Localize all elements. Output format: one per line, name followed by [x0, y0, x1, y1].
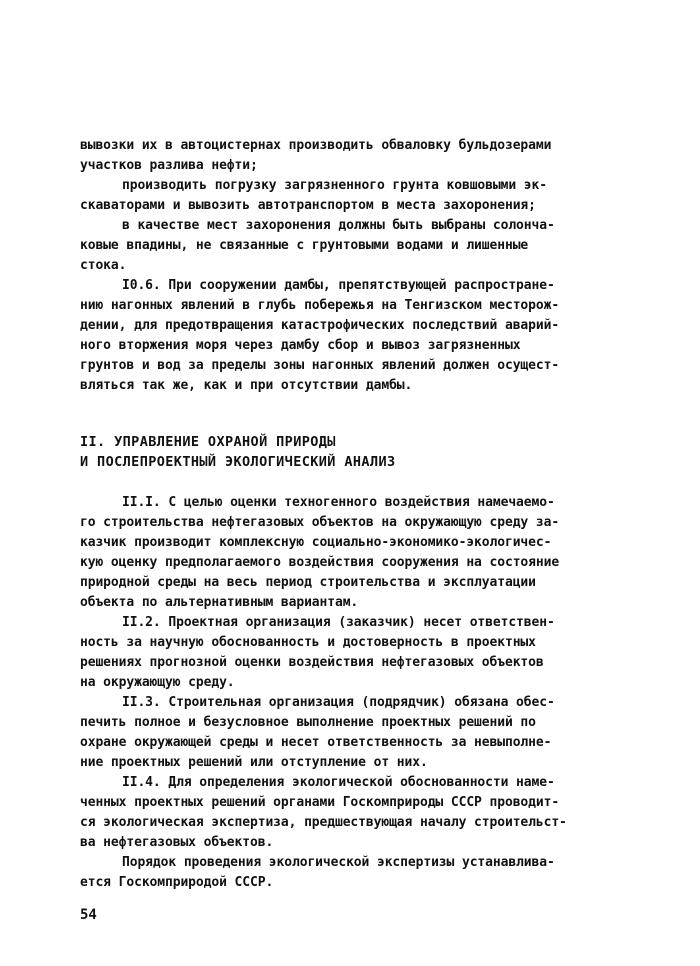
text-line: II.I. С целью оценки техногенного воздействия намечаемо- — [122, 495, 555, 510]
text-line: участков разлива нефти; — [80, 158, 258, 173]
text-line: в качестве мест захоронения должны быть выбраны солонча- — [122, 218, 555, 233]
text-line: решениях прогнозной оценки воздействия нефтегазовых объектов — [80, 655, 544, 670]
text-line: Порядок проведения экологической экспертизы устанавлива- — [122, 855, 555, 870]
text-line: кую оценку предполагаемого воздействия сооружения на состояние — [80, 555, 560, 570]
text-line: ние проектных решений или отступление от них. — [80, 755, 428, 770]
text-line: го строительства нефтегазовых объектов на окружающую среду за- — [80, 515, 560, 530]
text-line: ва нефтегазовых объектов. — [80, 835, 274, 850]
text-line: II.4. Для определения экологической обоснованности наме- — [122, 775, 555, 790]
text-line: I0.6. При сооружении дамбы, препятствующей распростране- — [122, 278, 555, 293]
text-line: II.3. Строительная организация (подрядчик) обязана обес- — [122, 695, 555, 710]
text-line: производить погрузку загрязненного грунта ковшовыми эк- — [122, 178, 547, 193]
text-line: ченных проектных решений органами Госкомприроды СССР проводит- — [80, 795, 560, 810]
text-line: природной среды на весь период строительства и эксплуатации — [80, 575, 536, 590]
text-line: ется Госкомприродой СССР. — [80, 875, 274, 890]
text-line: ность за научную обоснованность и достоверность в проектных — [80, 635, 536, 650]
text-line: казчик производит комплексную социально-экономико-экологичес- — [80, 535, 552, 550]
text-line: вляться так же, как и при отсутствии дамбы. — [80, 378, 413, 393]
text-line: охране окружающей среды и несет ответственность за невыполне- — [80, 735, 552, 750]
text-line: ного вторжения моря через дамбу сбор и вывоз загрязненных — [80, 338, 521, 353]
text-line: вывозки их в автоцистернах производить обваловку бульдозерами — [80, 138, 552, 153]
paragraphs-section-10 — [80, 136, 620, 396]
page-number: 54 — [80, 907, 97, 923]
text-line: И ПОСЛЕПРОЕКТНЫЙ ЭКОЛОГИЧЕСКИЙ АНАЛИЗ — [80, 454, 396, 470]
text-line: нию нагонных явлений в глубь побережья на Тенгизском месторож- — [80, 298, 560, 313]
text-line: стока. — [80, 258, 127, 273]
text-line: дении, для предотвращения катастрофических последствий аварий- — [80, 318, 560, 333]
text-line: скаваторами и вывозить автотранспортом в места захоронения; — [80, 198, 536, 213]
text-line: грунтов и вод за пределы зоны нагонных явлений должен осущест- — [80, 358, 560, 373]
text-line: на окружающую среду. — [80, 675, 235, 690]
text-line: ковые впадины, не связанные с грунтовыми водами и лишенные — [80, 238, 529, 253]
section-11-heading — [80, 432, 620, 472]
paragraphs-section-11 — [80, 493, 620, 893]
text-line: II. УПРАВЛЕНИЕ ОХРАНОЙ ПРИРОДЫ — [80, 434, 336, 450]
text-line: печить полное и безусловное выполнение проектных решений по — [80, 715, 536, 730]
text-line: ся экологическая экспертиза, предшествующая началу строительст- — [80, 815, 567, 830]
text-line: объекта по альтернативным вариантам. — [80, 595, 359, 610]
text-line: II.2. Проектная организация (заказчик) несет ответствен- — [122, 615, 555, 630]
